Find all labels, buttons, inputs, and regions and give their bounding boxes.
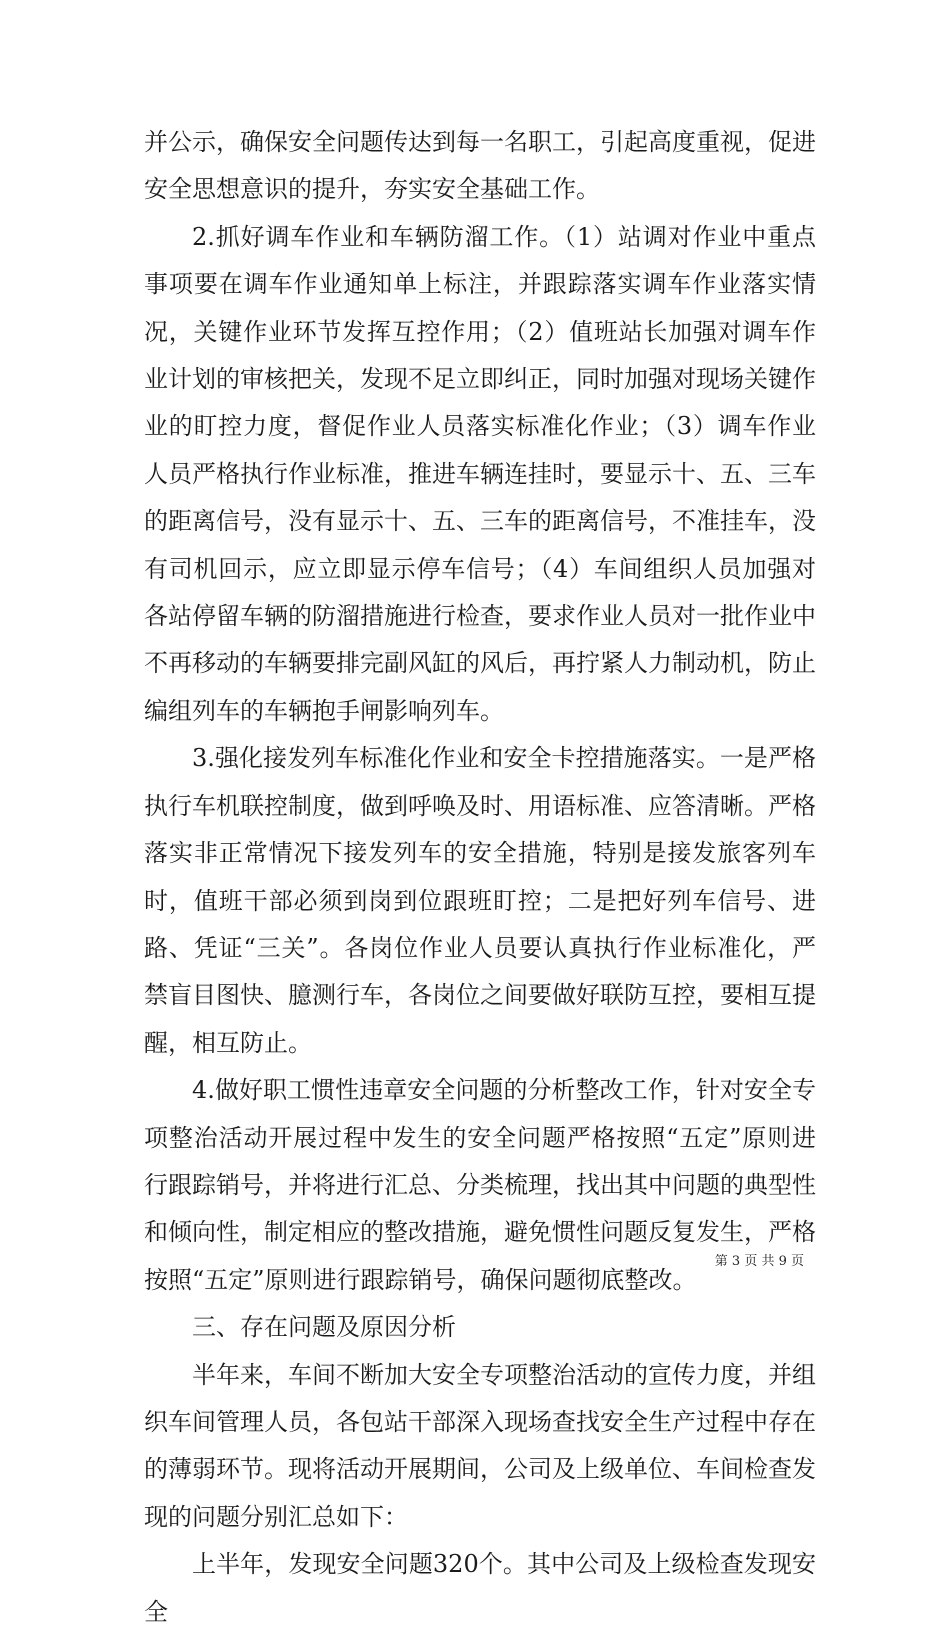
paragraph-4: 4.做好职工惯性违章安全问题的分析整改工作，针对安全专项整治活动开展过程中发生的安全问题严格按照“五定”原则进行跟踪销号，并将进行汇总、分类梳理，找出其中问题的典型性和倾向性，制定相应的整改措施，避免惯性问题反复发生，严格按照“五定”原则进行跟踪销号，确保问题彻底整改。 [144, 1076, 816, 1294]
paragraph-6: 上半年，发现安全问题320个。其中公司及上级检查发现安全 [144, 1550, 816, 1626]
page-number-footer: 第 3 页 共 9 页 [714, 1254, 804, 1269]
document-body [144, 119, 816, 1636]
paragraph-5: 半年来，车间不断加大安全专项整治活动的宣传力度，并组织车间管理人员，各包站干部深入现场查找安全生产过程中存在的薄弱环节。现将活动开展期间，公司及上级单位、车间检查发现的问题分别汇总如下： [144, 1360, 816, 1531]
section-heading: 三、存在问题及原因分析 [192, 1313, 456, 1342]
paragraph-2: 2.抓好调车作业和车辆防溜工作。（1）站调对作业中重点事项要在调车作业通知单上标注，并跟踪落实调车作业落实情况，关键作业环节发挥互控作用；（2）值班站长加强对调车作业计划的审核把关，发现不足立即纠正，同时加强对现场关键作业的盯控力度，督促作业人员落实标准化作业；（3）调车作业人员严格执行作业标准，推进车辆连挂时，要显示十、五、三车的距离信号，没有显示十、五、三车的距离信号，不准挂车，没有司机回示，应立即显示停车信号；（4）车间组织人员加强对各站停留车辆的防溜措施进行检查，要求作业人员对一批作业中不再移动的车辆要排完副风缸的风后，再拧紧人力制动机，防止编组列车的车辆抱手闸影响列车。 [144, 222, 816, 725]
paragraph-1: 并公示，确保安全问题传达到每一名职工，引起高度重视，促进安全思想意识的提升，夯实安全基础工作。 [144, 128, 816, 204]
paragraph-3: 3.强化接发列车标准化作业和安全卡控措施落实。一是严格执行车机联控制度，做到呼唤及时、用语标准、应答清晰。严格落实非正常情况下接发列车的安全措施，特别是接发旅客列车时，值班干部必须到岗到位跟班盯控；二是把好列车信号、进路、凭证“三关”。各岗位作业人员要认真执行作业标准化，严禁盲目图快、臆测行车，各岗位之间要做好联防互控，要相互提醒，相互防止。 [144, 744, 816, 1057]
